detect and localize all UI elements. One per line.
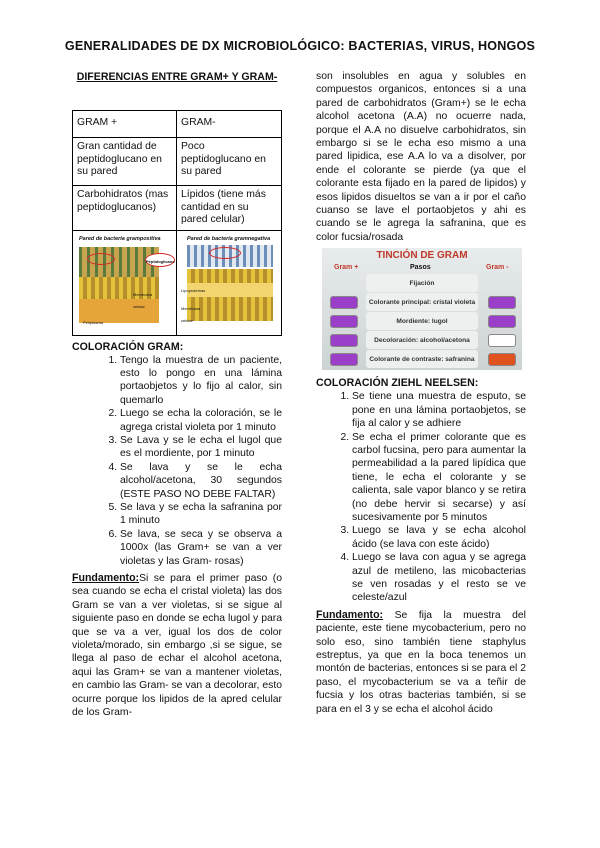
list-item: 5. Se lava y se echa la safranina por 1 minuto xyxy=(120,501,282,528)
diagram-title: TINCIÓN DE GRAM xyxy=(376,250,468,262)
list-item: 3. Se Lava y se le echa el lugol que es el mordiente, por 1 minuto xyxy=(120,434,282,461)
color-swatch xyxy=(330,315,358,328)
lipoprotein-label: Lipoproteínas xyxy=(181,287,206,293)
list-item: 3. Luego se lava y se echa alcohol ácido (se lava con este ácido) xyxy=(352,524,526,551)
tincion-step-row xyxy=(322,350,522,368)
table-heading: DIFERENCIAS ENTRE GRAM+ Y GRAM- xyxy=(76,71,278,83)
tincion-step-row xyxy=(322,312,522,330)
list-item: 6. Se lava, se seca y se observa a 1000x (las Gram+ se van a ver violetas y las Gram- rosas) xyxy=(120,528,282,568)
continuation-paragraph: son insolubles en agua y solubles en compuestos organicos, entonces si a una pared de carbohidratos (Gram+) se le echa alcohol acetona (A.A) no ocuerre nada, porque el A.A no disuelve carbohidratos, sin embargo si se le echa eso mismo a una pared lipidica, ese A.A lo va a disolver, por ende el colorante se pierde (ya que el colorante esta fijado en la pared de lipidos) y esos lipidos disueltos se van a ir por el caño cuanso se lave el portaobjetos y ahi es cuando se le agrega la safranina, que es color fucsia/rosada xyxy=(316,71,526,243)
ziehl-fundamento xyxy=(316,608,526,716)
figure-title: Pared de bacteria gramnegativa xyxy=(187,235,271,242)
color-swatch xyxy=(330,353,358,366)
gram-staining-steps xyxy=(72,354,282,569)
color-swatch xyxy=(330,296,358,309)
tincion-step-label: Colorante de contraste: safranina xyxy=(366,350,478,368)
fundamento-text: Si se para el primer paso (o sea cuando se echa el cristal violeta) las dos Gram se van a ver violetas, si se sigue al siguiente paso en donde se echa lugol y para que se va a ver, igual los dos de color violeta/morado, sin embargo ,si se sigue, se llega al paso de echar el alcohol acetona, aqui las Gram+ se van a mantener violetas, en cambio las Gram- se van a decolorar, esto ocurre porque los lipidos de la apred celular de los Gram- xyxy=(72,573,282,719)
table-cell: Poco peptidoglucano en su pared xyxy=(177,138,282,186)
table-cell: Carbohidratos (mas peptidoglucanos) xyxy=(73,186,177,231)
color-swatch xyxy=(488,353,516,366)
ziehl-heading: COLORACIÓN ZIEHL NEELSEN: xyxy=(316,377,479,390)
ziehl-steps xyxy=(316,390,526,605)
col-gram-neg: Gram - xyxy=(486,264,509,272)
tincion-step-label: Mordiente: lugol xyxy=(366,312,478,330)
fundamento-label: Fundamento: xyxy=(72,572,140,584)
peptidoglycan-label: Peptidoglicano xyxy=(146,258,175,264)
cell-membrane-label: Membrana celular xyxy=(181,305,201,323)
right-column xyxy=(316,70,526,716)
periplasm-label: Periplasma xyxy=(83,319,104,325)
list-item: 4. Luego se lava con agua y se agrega azul de metileno, las micobacterias se ven rosadas y el resto se ve celeste/azul xyxy=(352,551,526,605)
table-cell: Gran cantidad de peptidoglucano en su pared xyxy=(73,138,177,186)
color-swatch xyxy=(488,296,516,309)
tincion-step-row xyxy=(322,293,522,311)
list-item: 4. Se lava y se le echa alcohol/acetona, 30 segundos (ESTE PASO NO DEBE FALTAR) xyxy=(120,461,282,501)
tincion-step-row xyxy=(322,274,522,292)
table-cell: Lípidos (tiene más cantidad en su pared celular) xyxy=(177,186,282,231)
table-header-gram-neg: GRAM- xyxy=(177,111,282,138)
tincion-step-label: Colorante principal: cristal violeta xyxy=(366,293,478,311)
gram-comparison-table xyxy=(72,110,282,336)
gram-positive-wall-figure xyxy=(73,230,177,335)
list-item: 1. Se tiene una muestra de esputo, se pone en una lámina portaobjetos, se fija al calor y se adhiere xyxy=(352,390,526,430)
col-gram-pos: Gram + xyxy=(334,264,359,272)
left-column xyxy=(72,70,282,719)
gram-stain-diagram xyxy=(322,248,522,370)
fundamento-label: Fundamento: xyxy=(316,608,384,621)
tincion-step-label: Fijación xyxy=(366,274,478,292)
gram-staining-heading: COLORACIÓN GRAM: xyxy=(72,340,184,353)
tincion-step-label: Decoloración: alcohol/acetona xyxy=(366,331,478,349)
list-item: 1. Tengo la muestra de un paciente, esto lo pongo en una lámina portaobjetos y lo fijo al calor, sin quemarlo xyxy=(120,354,282,408)
page-title: GENERALIDADES DE DX MICROBIOLÓGICO: BACTERIAS, VIRUS, HONGOS xyxy=(64,39,536,53)
color-swatch xyxy=(488,315,516,328)
fundamento-text: Se fija la muestra del paciente, este tiene mycobacterium, pero no solo eso, sino también tiene staphylus estreptus, ya que en la boca tenemos un montón de bacterias, entonces si se para el 2 paso, el mycobacterium se va a teñir de fucsia y los otras bacterias también, si se para en el 3 y se echa el alcohol ácido xyxy=(316,609,526,715)
figure-title: Pared de bacteria grampositiva xyxy=(79,235,161,242)
col-steps: Pasos xyxy=(410,264,431,272)
color-swatch xyxy=(330,334,358,347)
list-item: 2. Se echa el primer colorante que es carbol fucsina, pero para aumentar la permeabilidad a la pared lipídica que tiene, le echa el colorante y se calienta, sale vapor blanco y se retira (no debe hervir si secarse) y así sucesivamente por 5 minutos xyxy=(352,431,526,525)
membrane-label: Membrana celular xyxy=(133,291,153,309)
tincion-step-row xyxy=(322,331,522,349)
gram-fundamento xyxy=(72,571,282,719)
list-item: 2. Luego se echa la coloración, se le agrega cristal violeta por 1 minuto xyxy=(120,407,282,434)
table-header-gram-pos: GRAM + xyxy=(73,111,177,138)
color-swatch xyxy=(488,334,516,347)
gram-negative-wall-figure xyxy=(177,230,282,335)
